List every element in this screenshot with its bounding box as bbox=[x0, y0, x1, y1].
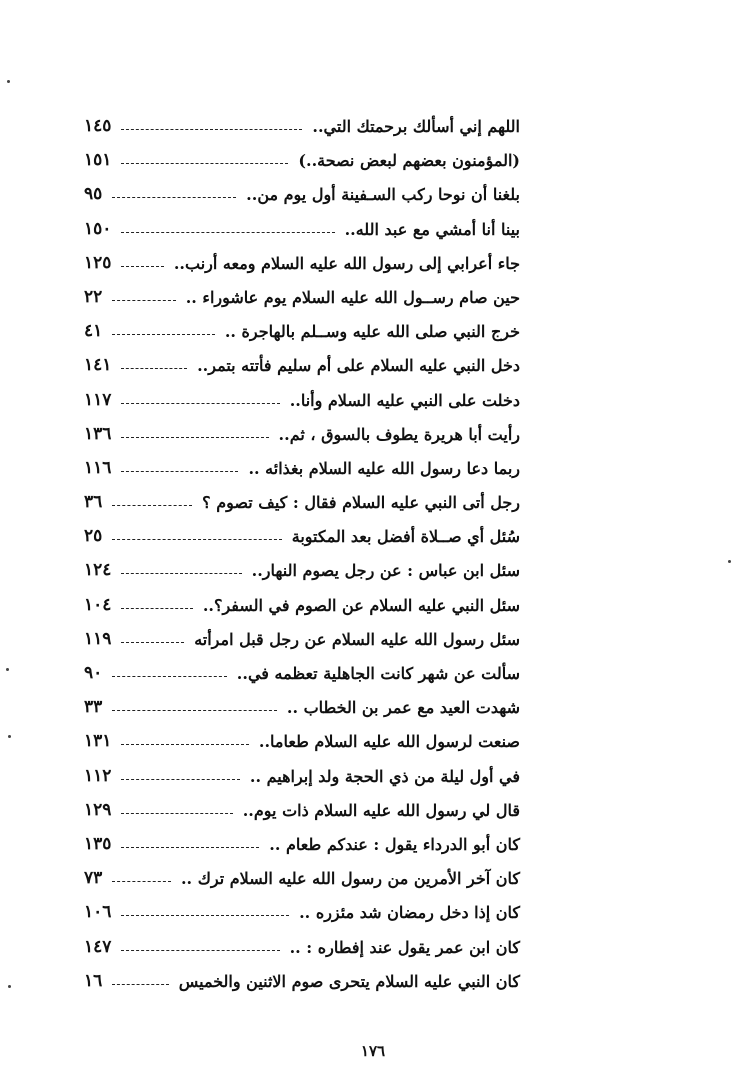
dot-leader bbox=[121, 573, 242, 574]
entry-page-number: ١٥٠ bbox=[84, 218, 112, 239]
entry-page-number: ٣٦ bbox=[84, 492, 103, 513]
index-entry bbox=[80, 557, 520, 591]
index-entry bbox=[80, 694, 520, 728]
entry-title: كان إذا دخل رمضان شد مئزره .. bbox=[299, 903, 520, 923]
entry-title: جاء أعرابي إلى رسول الله عليه السلام ومعه أرنب.. bbox=[173, 253, 520, 273]
entry-title: كان النبي عليه السلام يتحرى صوم الاثنين والخميس bbox=[178, 971, 520, 991]
entry-page-number: ١٢٥ bbox=[84, 252, 112, 273]
entry-page-number: ١٣٥ bbox=[84, 833, 112, 854]
scan-speck bbox=[8, 735, 11, 738]
dot-leader bbox=[112, 334, 215, 335]
index-entry bbox=[80, 831, 520, 865]
dot-leader bbox=[121, 915, 289, 916]
entry-page-number: ١١٢ bbox=[84, 765, 112, 786]
dot-leader bbox=[121, 403, 280, 404]
dot-leader bbox=[121, 232, 335, 233]
dot-leader bbox=[121, 642, 184, 643]
entry-page-number: ١١٦ bbox=[84, 457, 112, 478]
entry-title: رجل أتى النبي عليه السلام فقال : كيف تصوم ؟ bbox=[202, 493, 520, 513]
entry-title: قال لي رسول الله عليه السلام ذات يوم.. bbox=[242, 800, 520, 820]
entry-page-number: ١٠٤ bbox=[84, 594, 112, 615]
dot-leader bbox=[112, 676, 227, 677]
scan-speck bbox=[6, 668, 9, 671]
entry-title: حين صام رســول الله عليه السلام يوم عاشوراء .. bbox=[185, 287, 520, 307]
entry-title: اللهم إني أسألك برحمتك التي.. bbox=[312, 117, 520, 136]
dot-leader bbox=[112, 881, 171, 882]
entry-title: صنعت لرسول الله عليه السلام طعاما.. bbox=[258, 732, 520, 752]
index-list bbox=[80, 113, 520, 1002]
entry-title: رأيت أبا هريرة يطوف بالسوق ، ثم.. bbox=[278, 424, 520, 444]
index-entry bbox=[80, 968, 520, 1002]
entry-title: سئل رسول الله عليه السلام عن رجل قبل امرأته bbox=[194, 629, 520, 649]
entry-page-number: ٤١ bbox=[84, 321, 103, 342]
entry-page-number: ١٤١ bbox=[84, 355, 112, 376]
index-entry bbox=[80, 660, 520, 694]
index-entry bbox=[80, 113, 520, 147]
dot-leader bbox=[112, 984, 169, 985]
entry-page-number: ١١٩ bbox=[84, 628, 112, 649]
index-entry bbox=[80, 387, 520, 421]
dot-leader bbox=[121, 129, 302, 130]
dot-leader bbox=[112, 197, 236, 198]
dot-leader bbox=[121, 608, 193, 609]
entry-page-number: ٩٥ bbox=[84, 184, 103, 205]
index-entry bbox=[80, 216, 520, 250]
entry-page-number: ١٢٤ bbox=[84, 560, 112, 581]
scan-speck bbox=[728, 560, 731, 563]
page-number: ١٧٦ bbox=[360, 1042, 386, 1060]
entry-page-number: ١١٧ bbox=[84, 389, 112, 410]
index-entry bbox=[80, 592, 520, 626]
dot-leader bbox=[121, 779, 240, 780]
dot-leader bbox=[112, 300, 176, 301]
entry-page-number: ٧٣ bbox=[84, 868, 103, 889]
entry-page-number: ١٤٧ bbox=[84, 936, 112, 957]
entry-title: كان آخر الأمرين من رسول الله عليه السلام ترك .. bbox=[180, 869, 520, 889]
entry-title: شهدت العيد مع عمر بن الخطاب .. bbox=[286, 698, 520, 718]
dot-leader bbox=[112, 539, 282, 540]
scan-speck bbox=[8, 985, 11, 988]
index-entry bbox=[80, 797, 520, 831]
dot-leader bbox=[121, 847, 259, 848]
entry-title: ربما دعا رسول الله عليه السلام بغذائه .. bbox=[248, 458, 520, 478]
entry-page-number: ١٣٦ bbox=[84, 423, 112, 444]
index-entry bbox=[80, 147, 520, 181]
entry-title: كان ابن عمر يقول عند إفطاره : .. bbox=[289, 937, 520, 957]
entry-title: سألت عن شهر كانت الجاهلية تعظمه في.. bbox=[236, 664, 520, 683]
index-entry bbox=[80, 934, 520, 968]
dot-leader bbox=[121, 813, 233, 814]
entry-page-number: ٢٢ bbox=[84, 286, 103, 307]
entry-title: خرج النبي صلى الله عليه وســلم بالهاجرة .. bbox=[224, 322, 520, 342]
entry-page-number: ١٣١ bbox=[84, 731, 112, 752]
entry-page-number: ١٤٥ bbox=[84, 116, 112, 136]
dot-leader bbox=[121, 368, 187, 369]
index-entry bbox=[80, 728, 520, 762]
dot-leader bbox=[121, 437, 269, 438]
dot-leader bbox=[121, 266, 164, 267]
entry-title: سُئل أي صــلاة أفضل بعد المكتوبة bbox=[291, 527, 520, 547]
entry-title: بلغنا أن نوحا ركب السـفينة أول يوم من.. bbox=[246, 185, 520, 205]
entry-title: كان أبو الدرداء يقول : عندكم طعام .. bbox=[269, 834, 520, 854]
entry-page-number: ١٦ bbox=[84, 970, 103, 991]
index-entry bbox=[80, 626, 520, 660]
dot-leader bbox=[112, 710, 277, 711]
index-entry bbox=[80, 455, 520, 489]
entry-title: (المؤمنون بعضهم لبعض نصحة..) bbox=[298, 151, 520, 171]
index-entry bbox=[80, 181, 520, 215]
index-entry bbox=[80, 865, 520, 899]
entry-page-number: ١٠٦ bbox=[84, 902, 112, 923]
entry-page-number: ١٥١ bbox=[84, 150, 112, 171]
entry-title: سئل ابن عباس : عن رجل يصوم النهار.. bbox=[251, 561, 520, 581]
index-entry bbox=[80, 352, 520, 386]
index-entry bbox=[80, 421, 520, 455]
entry-title: دخل النبي عليه السلام على أم سليم فأتته بتمر.. bbox=[197, 356, 520, 376]
dot-leader bbox=[121, 471, 238, 472]
index-entry bbox=[80, 899, 520, 933]
index-entry bbox=[80, 489, 520, 523]
dot-leader bbox=[112, 505, 192, 506]
entry-title: دخلت على النبي عليه السلام وأنا.. bbox=[289, 390, 520, 410]
entry-title: في أول ليلة من ذي الحجة ولد إبراهيم .. bbox=[249, 766, 520, 786]
dot-leader bbox=[121, 744, 249, 745]
index-entry bbox=[80, 284, 520, 318]
index-entry bbox=[80, 250, 520, 284]
index-entry bbox=[80, 523, 520, 557]
entry-title: بينا أنا أمشي مع عبد الله.. bbox=[344, 219, 520, 239]
entry-page-number: ٢٥ bbox=[84, 526, 103, 547]
entry-page-number: ٩٠ bbox=[84, 663, 103, 683]
index-entry bbox=[80, 763, 520, 797]
entry-page-number: ٣٣ bbox=[84, 697, 103, 718]
entry-title: سئل النبي عليه السلام عن الصوم في السفر؟.. bbox=[202, 595, 520, 615]
dot-leader bbox=[121, 950, 280, 951]
entry-page-number: ١٢٩ bbox=[84, 799, 112, 820]
scan-speck bbox=[7, 80, 10, 83]
dot-leader bbox=[121, 163, 288, 164]
index-entry bbox=[80, 318, 520, 352]
